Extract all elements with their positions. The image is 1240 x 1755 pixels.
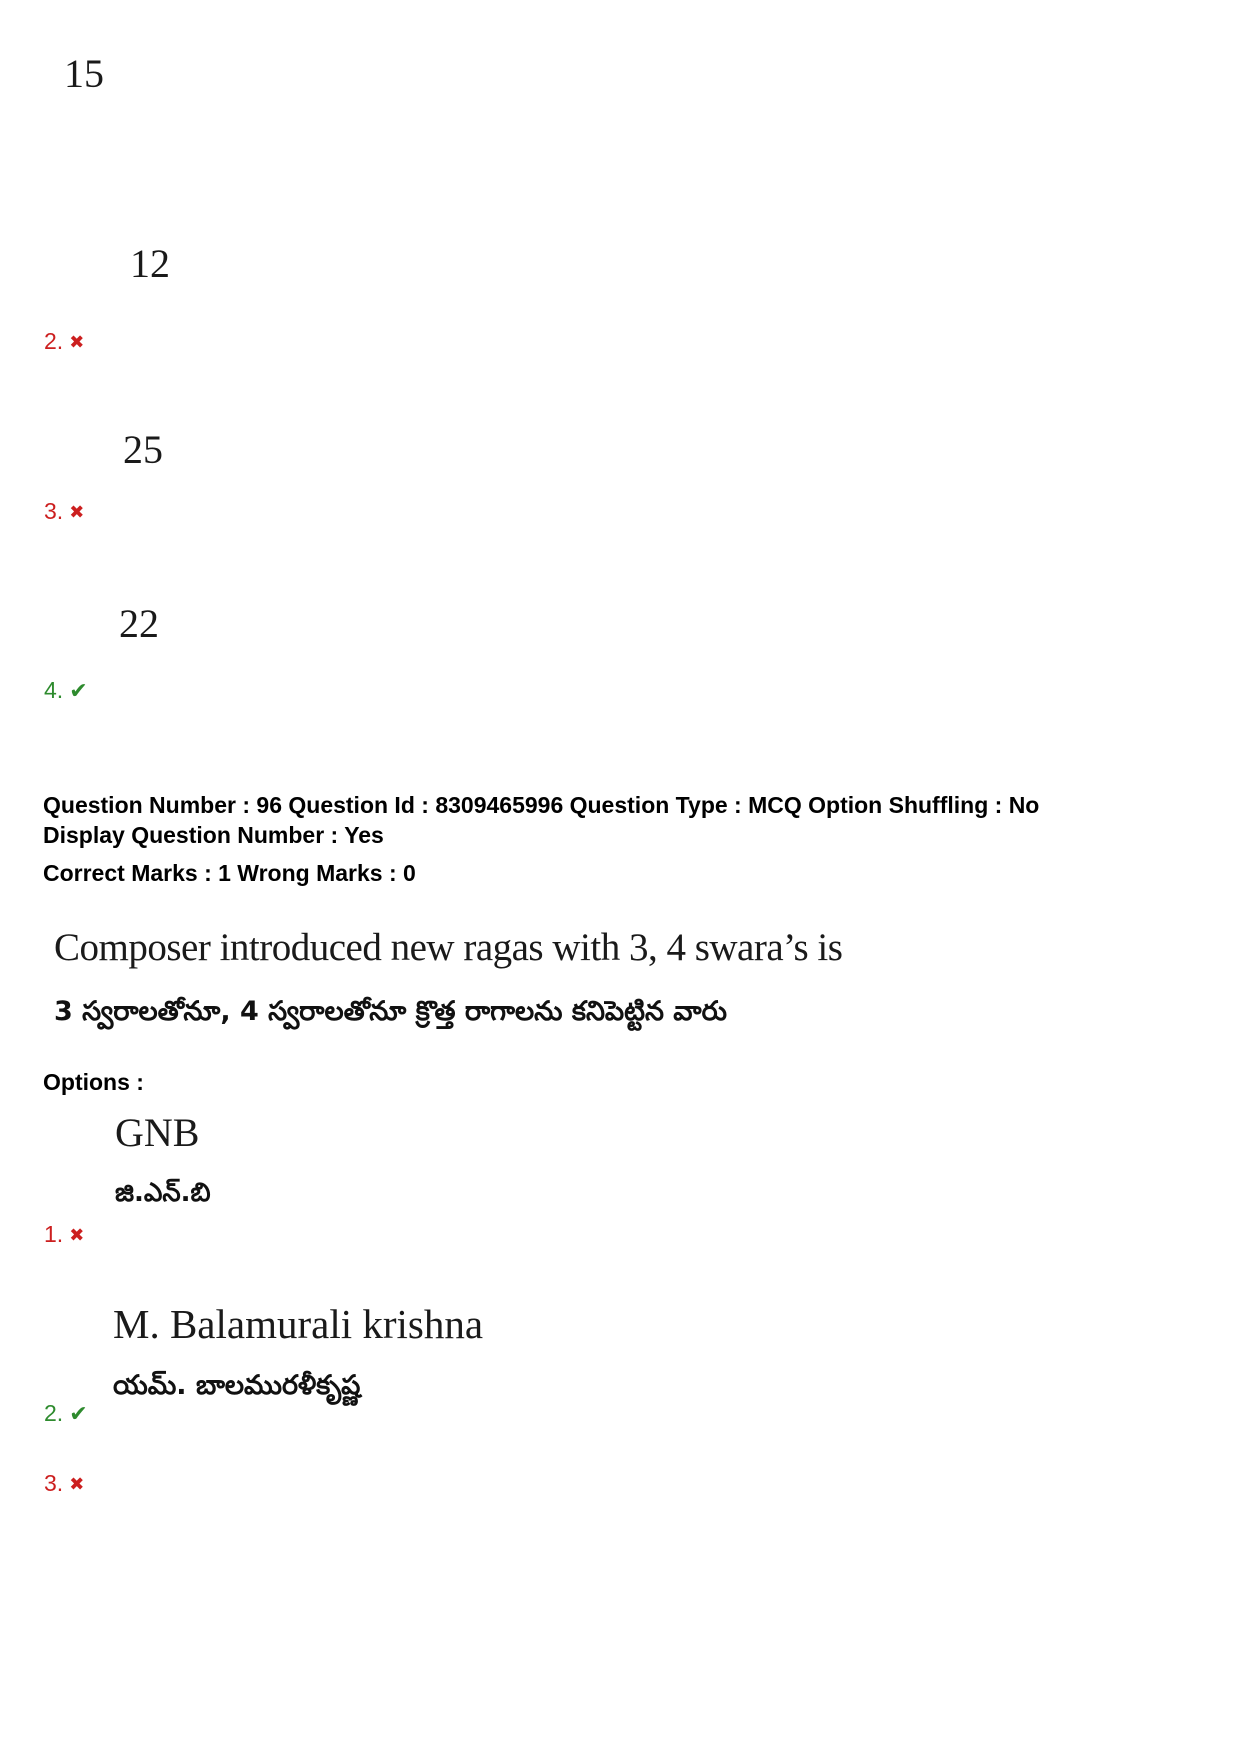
question-meta-line: Question Number : 96 Question Id : 8309465996 Question Type : MCQ Option Shuffling : No	[43, 792, 1040, 818]
question-display-number-line: Display Question Number : Yes	[43, 822, 384, 848]
option-number: 3.	[44, 1470, 64, 1496]
cross-icon: ✖	[69, 501, 85, 522]
option-number: 4.	[44, 677, 64, 703]
cross-icon: ✖	[69, 1473, 85, 1494]
option-number: 2.	[44, 1400, 64, 1426]
question-text-telugu: 3 స్వరాలతోనూ, 4 స్వరాలతోనూ క్రొత్త రాగాలను కనిపెట్టిన వారు	[54, 996, 727, 1027]
options-heading: Options :	[43, 1069, 144, 1095]
prev-option-4-label	[44, 677, 88, 704]
question-marks-line: Correct Marks : 1 Wrong Marks : 0	[43, 860, 416, 886]
prev-option-2-label	[44, 328, 84, 355]
cross-icon: ✖	[69, 1224, 85, 1245]
prev-option-3-image-text: 25	[123, 427, 163, 472]
check-icon: ✔	[69, 677, 88, 703]
option-1-label	[44, 1221, 84, 1248]
option-2-label	[44, 1400, 88, 1427]
option-3-label	[44, 1470, 84, 1497]
option-1-text-telugu: జి.ఎన్.బి	[115, 1178, 211, 1208]
prev-option-1-image-text: 15	[64, 51, 104, 96]
option-1-text-english: GNB	[115, 1110, 200, 1155]
option-number: 1.	[44, 1221, 64, 1247]
option-2-text-telugu: యమ్. బాలమురళీకృష్ణ	[113, 1370, 361, 1401]
option-number: 2.	[44, 328, 64, 354]
option-number: 3.	[44, 498, 64, 524]
option-2-text-english: M. Balamurali krishna	[113, 1301, 484, 1347]
question-text-english: Composer introduced new ragas with 3, 4 swara’s is	[54, 926, 843, 969]
cross-icon: ✖	[69, 331, 85, 352]
prev-option-3-label	[44, 498, 84, 525]
prev-option-4-image-text: 22	[119, 601, 159, 646]
check-icon: ✔	[69, 1400, 88, 1426]
prev-option-2-image-text: 12	[130, 241, 170, 286]
